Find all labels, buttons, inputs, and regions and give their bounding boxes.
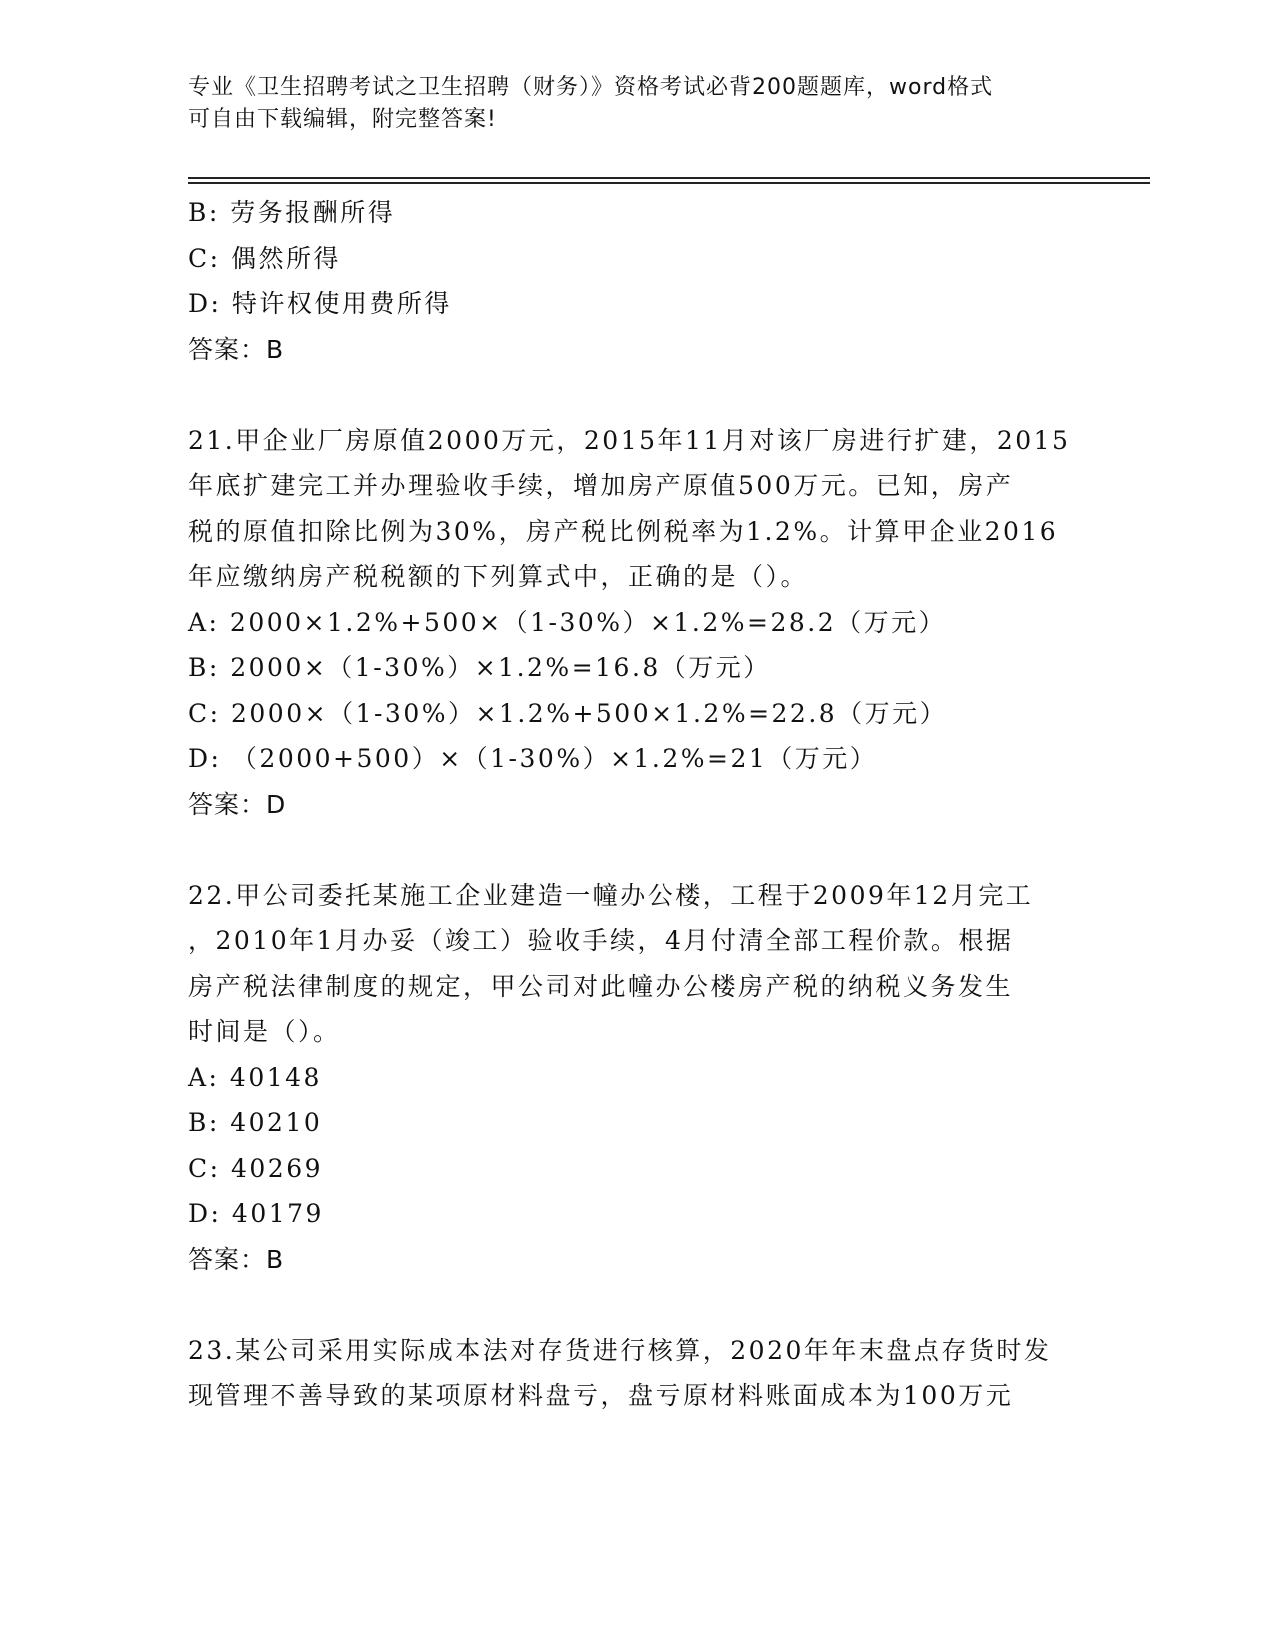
option-a: A: 40148 bbox=[188, 1062, 322, 1092]
document-body bbox=[188, 190, 1088, 1419]
option-a: A: 2000×1.2%+500×（1-30%）×1.2%=28.2（万元） bbox=[188, 607, 947, 637]
option-d: D: （2000+500）×（1-30%）×1.2%=21（万元） bbox=[188, 744, 878, 773]
question-20-tail bbox=[188, 190, 1088, 372]
header-divider-top bbox=[188, 177, 1150, 179]
option-b: B: 40210 bbox=[188, 1108, 323, 1137]
question-stem-line: 时间是（）。 bbox=[188, 1017, 341, 1046]
question-21 bbox=[188, 418, 1088, 828]
answer-line: 答案：D bbox=[188, 789, 287, 819]
question-stem-line: 房产税法律制度的规定，甲公司对此幢办公楼房产税的纳税义务发生 bbox=[188, 971, 1014, 1001]
question-stem-line: 税的原值扣除比例为30%，房产税比例税率为1.2%。计算甲企业2016 bbox=[188, 516, 1059, 546]
option-b: B: 劳务报酬所得 bbox=[188, 198, 396, 227]
question-stem-line: 21.甲企业厂房原值2000万元，2015年11月对该厂房进行扩建，2015 bbox=[188, 425, 1071, 455]
question-stem-line: 22.甲公司委托某施工企业建造一幢办公楼，工程于2009年12月完工 bbox=[188, 880, 1034, 910]
answer-line: 答案：B bbox=[188, 1244, 285, 1274]
answer-line: 答案：B bbox=[188, 334, 285, 364]
spacer bbox=[188, 827, 1088, 873]
document-header bbox=[188, 72, 1088, 136]
option-c: C: 40269 bbox=[188, 1153, 324, 1183]
spacer bbox=[188, 1282, 1088, 1328]
header-divider-bottom bbox=[188, 182, 1150, 184]
question-23 bbox=[188, 1328, 1088, 1419]
question-stem-line: ，2010年1月办妥（竣工）验收手续，4月付清全部工程价款。根据 bbox=[188, 926, 1014, 955]
option-c: C: 偶然所得 bbox=[188, 243, 341, 273]
question-stem-line: 年应缴纳房产税税额的下列算式中，正确的是（）。 bbox=[188, 562, 809, 591]
option-d: D: 特许权使用费所得 bbox=[188, 289, 452, 318]
header-line-2: 可自由下载编辑，附完整答案! bbox=[188, 107, 497, 132]
header-line-1: 专业《卫生招聘考试之卫生招聘（财务）》资格考试必背200题题库，word格式 bbox=[188, 75, 994, 100]
question-stem-line: 年底扩建完工并办理验收手续，增加房产原值500万元。已知，房产 bbox=[188, 471, 1014, 500]
question-stem-line: 23.某公司采用实际成本法对存货进行核算，2020年年末盘点存货时发 bbox=[188, 1335, 1052, 1365]
question-22 bbox=[188, 873, 1088, 1283]
option-b: B: 2000×（1-30%）×1.2%=16.8（万元） bbox=[188, 653, 771, 682]
option-d: D: 40179 bbox=[188, 1199, 324, 1228]
option-c: C: 2000×（1-30%）×1.2%+500×1.2%=22.8（万元） bbox=[188, 698, 948, 728]
question-stem-line: 现管理不善导致的某项原材料盘亏，盘亏原材料账面成本为100万元 bbox=[188, 1381, 1014, 1410]
spacer bbox=[188, 372, 1088, 418]
